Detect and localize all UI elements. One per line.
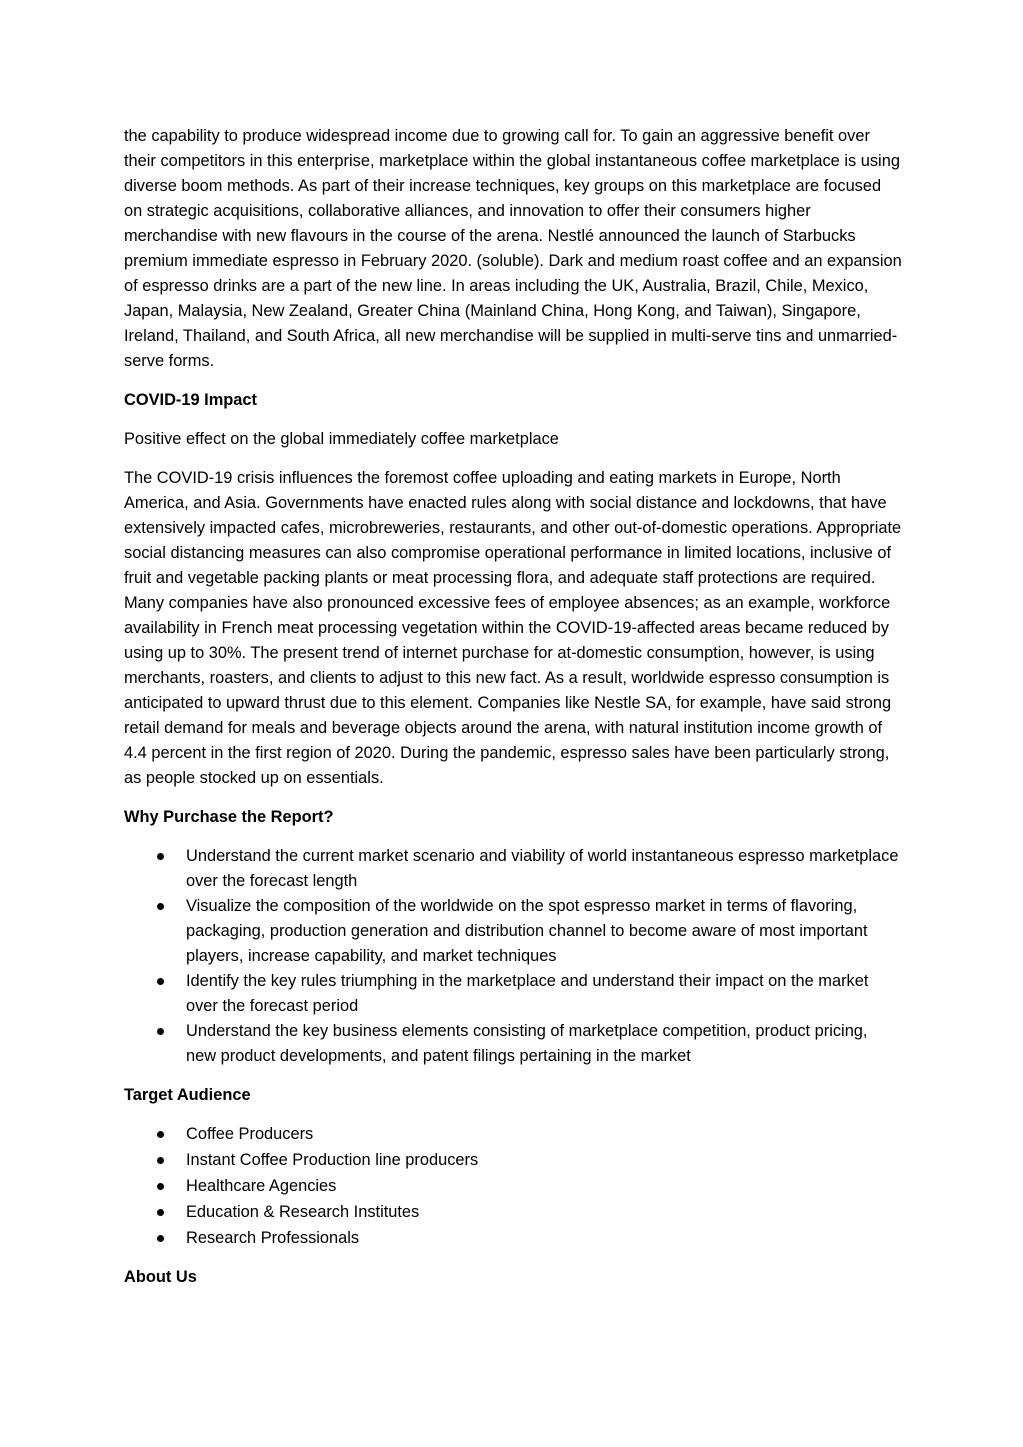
bullet-icon xyxy=(157,903,164,910)
list-item xyxy=(124,1174,902,1199)
bullet-icon xyxy=(157,1028,164,1035)
list-item-text: Visualize the composition of the worldwide on the spot espresso market in terms of flavoring, packaging, production generation and distribution channel to become aware of most important players, increase capability, and market techniques xyxy=(186,897,868,965)
list-item xyxy=(124,1122,902,1147)
list-item-text: Healthcare Agencies xyxy=(186,1177,337,1195)
list-item xyxy=(124,1226,902,1251)
about-us-heading: About Us xyxy=(124,1268,197,1286)
bullet-icon xyxy=(157,1209,164,1216)
list-item-text: Education & Research Institutes xyxy=(186,1203,420,1221)
bullet-icon xyxy=(157,1235,164,1242)
list-item xyxy=(124,969,902,1019)
list-item-text: Instant Coffee Production line producers xyxy=(186,1151,479,1169)
document-page xyxy=(124,124,902,1304)
why-purchase-list xyxy=(124,844,902,1069)
list-item-text: Coffee Producers xyxy=(186,1125,314,1143)
intro-paragraph: the capability to produce widespread income due to growing call for. To gain an aggressive benefit over their competitors in this enterprise, marketplace within the global instantaneous coffee marketplace is using diverse boom methods. As part of their increase techniques, key groups on this marketplace are focused on strategic acquisitions, collaborative alliances, and innovation to offer their consumers higher merchandise with new flavours in the course of the arena. Nestlé announced the launch of Starbucks premium immediate espresso in February 2020. (soluble). Dark and medium roast coffee and an expansion of espresso drinks are a part of the new line. In areas including the UK, Australia, Brazil, Chile, Mexico, Japan, Malaysia, New Zealand, Greater China (Mainland China, Hong Kong, and Taiwan), Singapore, Ireland, Thailand, and South Africa, all new merchandise will be supplied in multi-serve tins and unmarried-serve forms. xyxy=(124,127,902,370)
list-item xyxy=(124,844,902,894)
list-item xyxy=(124,1200,902,1225)
list-item-text: Research Professionals xyxy=(186,1229,360,1247)
list-item xyxy=(124,894,902,969)
target-audience-list xyxy=(124,1122,902,1251)
bullet-icon xyxy=(157,1157,164,1164)
list-item xyxy=(124,1019,902,1069)
covid-body-paragraph: The COVID-19 crisis influences the foremost coffee uploading and eating markets in Europe, North America, and Asia. Governments have enacted rules along with social distance and lockdowns, that have extensively impacted cafes, microbreweries, restaurants, and other out-of-domestic operations. Appropriate social distancing measures can also compromise operational performance in limited locations, inclusive of fruit and vegetable packing plants or meat processing flora, and adequate staff protections are required. Many companies have also pronounced excessive fees of employee absences; as an example, workforce availability in French meat processing vegetation within the COVID-19-affected areas became reduced by using up to 30%. The present trend of internet purchase for at-domestic consumption, however, is using merchants, roasters, and clients to adjust to this new fact. As a result, worldwide espresso consumption is anticipated to upward thrust due to this element. Companies like Nestle SA, for example, have said strong retail demand for meals and beverage objects around the arena, with natural institution income growth of 4.4 percent in the first region of 2020. During the pandemic, espresso sales have been particularly strong, as people stocked up on essentials. xyxy=(124,469,902,787)
list-item-text: Identify the key rules triumphing in the marketplace and understand their impact on the market over the forecast period xyxy=(186,972,869,1015)
bullet-icon xyxy=(157,978,164,985)
bullet-icon xyxy=(157,853,164,860)
list-item-text: Understand the key business elements consisting of marketplace competition, product pricing, new product developments, and patent filings pertaining in the market xyxy=(186,1022,868,1065)
bullet-icon xyxy=(157,1183,164,1190)
list-item-text: Understand the current market scenario and viability of world instantaneous espresso marketplace over the forecast length xyxy=(186,847,899,890)
covid-impact-heading: COVID-19 Impact xyxy=(124,391,257,409)
why-purchase-heading: Why Purchase the Report? xyxy=(124,808,334,826)
covid-subheading: Positive effect on the global immediately coffee marketplace xyxy=(124,430,559,448)
bullet-icon xyxy=(157,1131,164,1138)
target-audience-heading: Target Audience xyxy=(124,1086,251,1104)
list-item xyxy=(124,1148,902,1173)
